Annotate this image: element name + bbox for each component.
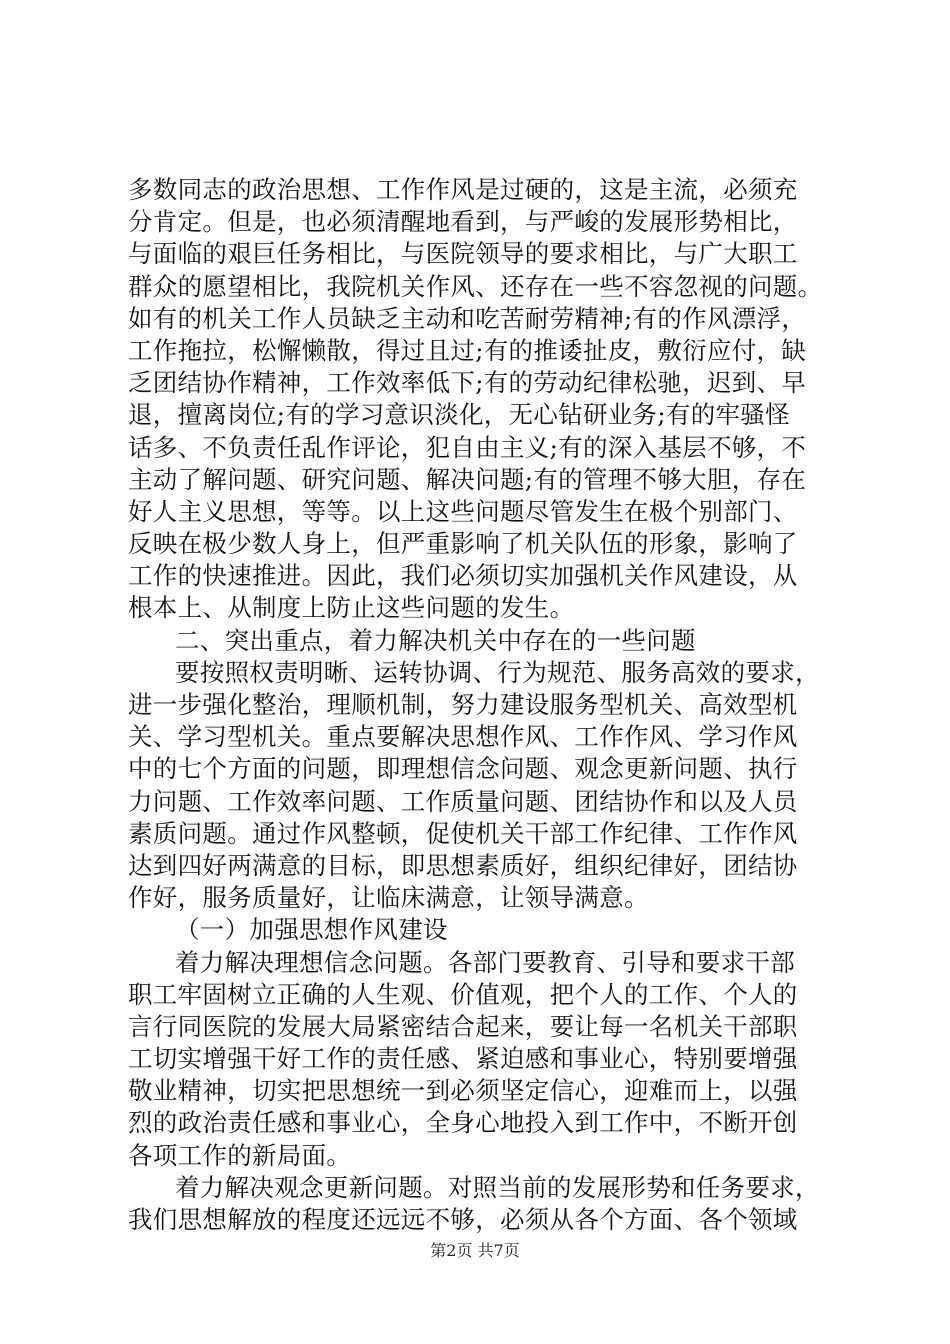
text-line: 关、学习型机关。重点要解决思想作风、工作作风、学习作风 [128, 722, 798, 752]
text-line: 我们思想解放的程度还远远不够，必须从各个方面、各个领域 [128, 1205, 798, 1234]
text-line: 作好，服务质量好，让临床满意，让领导满意。 [128, 883, 649, 913]
paragraph-first-line: 着力解决观念更新问题。对照当前的发展形势和任务要求， [175, 1172, 820, 1202]
text-line: 工作拖拉，松懈懒散，得过且过;有的推诿扯皮，敷衍应付，缺 [128, 335, 807, 365]
text-line: 敬业精神，切实把思想统一到必须坚定信心，迎难而上，以强 [128, 1076, 798, 1106]
page-number-footer: 第2页 共7页 [430, 1241, 520, 1260]
text-line: 力问题、工作效率问题、工作质量问题、团结协作和以及人员 [128, 786, 798, 816]
subsection-heading: （一）加强思想作风建设 [175, 915, 448, 945]
text-line: 话多、不负责任乱作评论，犯自由主义;有的深入基层不够，不 [128, 432, 807, 462]
text-line: 主动了解问题、研究问题、解决问题;有的管理不够大胆，存在 [128, 464, 807, 494]
text-line: 乏团结协作精神，工作效率低下;有的劳动纪律松驰，迟到、早 [128, 368, 807, 398]
text-line: 工作的快速推进。因此，我们必须切实加强机关作风建设，从 [128, 561, 798, 591]
text-line: 分肯定。但是，也必须清醒地看到，与严峻的发展形势相比， [128, 207, 798, 237]
text-line: 素质问题。通过作风整顿，促使机关干部工作纪律、工作作风 [128, 818, 798, 848]
paragraph-first-line: 要按照权责明晰、运转协调、行为规范、服务高效的要求， [175, 657, 820, 687]
text-line: 工切实增强干好工作的责任感、紧迫感和事业心，特别要增强 [128, 1044, 798, 1074]
paragraph-first-line: 着力解决理想信念问题。各部门要教育、引导和要求干部 [175, 947, 795, 977]
text-line: 达到四好两满意的目标，即思想素质好，组织纪律好，团结协 [128, 850, 798, 880]
text-line: 多数同志的政治思想、工作作风是过硬的，这是主流，必须充 [128, 175, 798, 204]
text-line: 言行同医院的发展大局紧密结合起来，要让每一名机关干部职 [128, 1011, 798, 1041]
body-text [128, 174, 838, 1236]
text-line: 与面临的艰巨任务相比，与医院领导的要求相比，与广大职工 [128, 239, 798, 269]
text-line: 反映在极少数人身上，但严重影响了机关队伍的形象，影响了 [128, 529, 798, 559]
text-line: 各项工作的新局面。 [128, 1140, 352, 1170]
text-line: 中的七个方面的问题，即理想信念问题、观念更新问题、执行 [128, 754, 798, 784]
text-line: 如有的机关工作人员缺乏主动和吃苦耐劳精神;有的作风漂浮， [128, 303, 807, 333]
text-line: 根本上、从制度上防止这些问题的发生。 [128, 593, 575, 623]
text-line: 退，擅离岗位;有的学习意识淡化，无心钻研业务;有的牢骚怪 [128, 400, 790, 430]
text-line: 好人主义思想，等等。以上这些问题尽管发生在极个别部门、 [128, 496, 798, 526]
text-line: 进一步强化整治，理顺机制，努力建设服务型机关、高效型机 [128, 690, 798, 719]
text-line: 烈的政治责任感和事业心，全身心地投入到工作中，不断开创 [128, 1108, 798, 1138]
section-heading: 二、突出重点，着力解决机关中存在的一些问题 [175, 625, 696, 655]
text-line: 群众的愿望相比，我院机关作风、还存在一些不容忽视的问题。 [128, 271, 823, 301]
text-line: 职工牢固树立正确的人生观、价值观，把个人的工作、个人的 [128, 979, 798, 1009]
